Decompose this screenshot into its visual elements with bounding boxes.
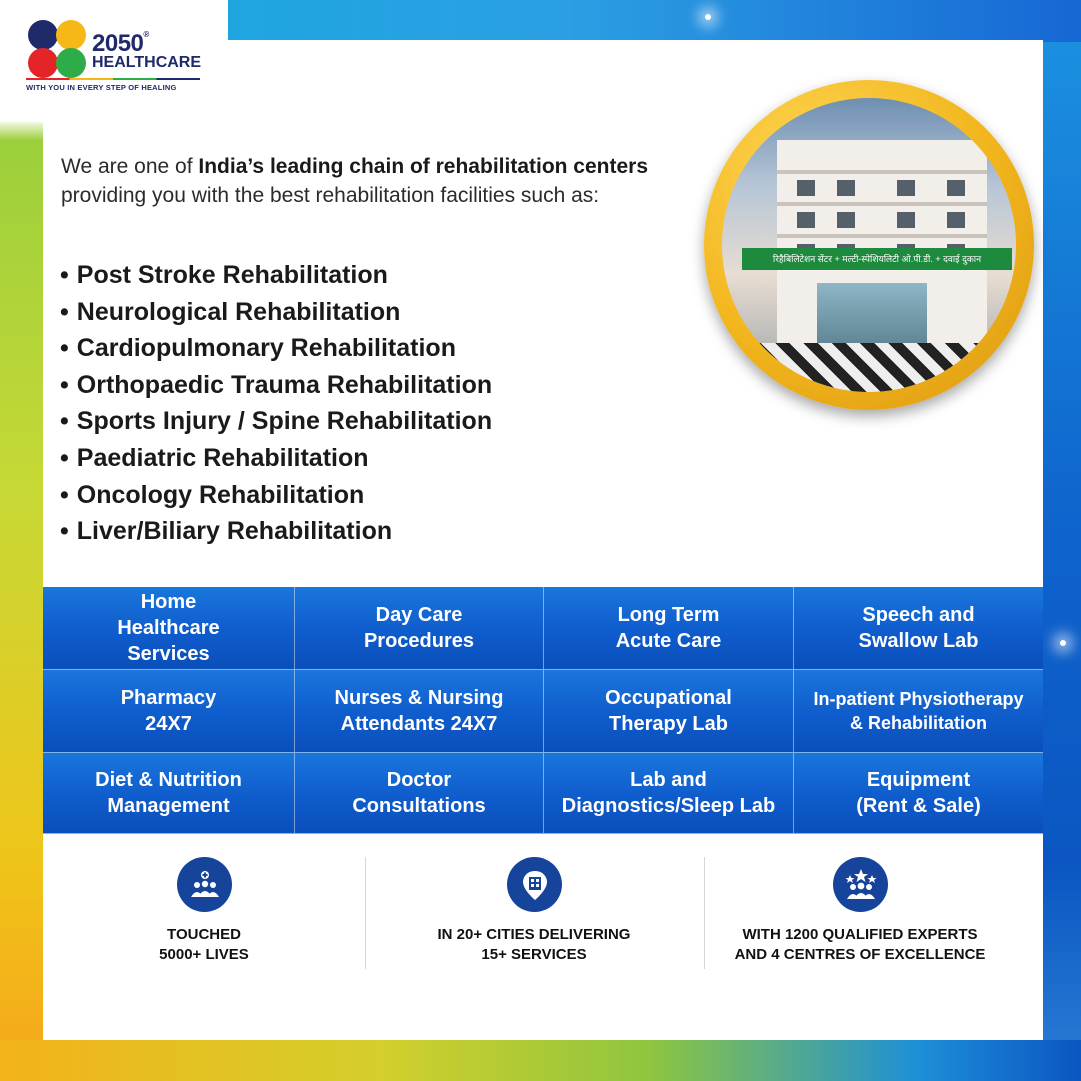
service-cell: Diet & Nutrition Management bbox=[43, 753, 295, 834]
background-right-band bbox=[1043, 0, 1081, 1081]
services-grid bbox=[43, 587, 1043, 834]
service-cell: Long Term Acute Care bbox=[544, 587, 794, 670]
background-left-band bbox=[0, 0, 46, 1081]
service-cell: Nurses & Nursing Attendants 24X7 bbox=[295, 670, 544, 753]
building-photo-frame bbox=[704, 80, 1034, 410]
background-bottom-band bbox=[0, 1040, 1081, 1081]
stats-row bbox=[43, 855, 1043, 970]
service-cell: Day Care Procedures bbox=[295, 587, 544, 670]
stat-text: IN 20+ CITIES DELIVERING 15+ SERVICES bbox=[437, 926, 631, 963]
stat-experts bbox=[699, 855, 1021, 970]
sparkle bbox=[705, 14, 711, 20]
stat-cities bbox=[373, 855, 695, 970]
floor-tiles bbox=[722, 343, 1016, 392]
list-item: • Post Stroke Rehabilitation bbox=[60, 257, 492, 294]
sparkle bbox=[1060, 640, 1066, 646]
building-photo bbox=[722, 98, 1016, 392]
stat-lives bbox=[43, 855, 365, 970]
people-icon bbox=[177, 857, 232, 912]
list-item: • Neurological Rehabilitation bbox=[60, 294, 492, 331]
list-item: • Paediatric Rehabilitation bbox=[60, 440, 492, 477]
service-cell: Pharmacy 24X7 bbox=[43, 670, 295, 753]
location-hospital-icon bbox=[507, 857, 562, 912]
stat-text: WITH 1200 QUALIFIED EXPERTS AND 4 CENTRES OF EXCELLENCE bbox=[734, 926, 986, 963]
logo-name: HEALTHCARE bbox=[92, 54, 202, 71]
experts-stars-icon bbox=[833, 857, 888, 912]
list-item: • Orthopaedic Trauma Rehabilitation bbox=[60, 367, 492, 404]
service-cell: Speech and Swallow Lab bbox=[794, 587, 1043, 670]
intro-text: We are one of India’s leading chain of rehabilitation centers providing you with the best rehabilitation facilities such as: bbox=[61, 155, 649, 207]
service-cell: Home Healthcare Services bbox=[43, 587, 295, 670]
list-item: • Sports Injury / Spine Rehabilitation bbox=[60, 403, 492, 440]
service-cell: In-patient Physiotherapy & Rehabilitation bbox=[794, 670, 1043, 753]
service-cell: Equipment (Rent & Sale) bbox=[794, 753, 1043, 834]
logo-tagline: WITH YOU IN EVERY STEP OF HEALING bbox=[26, 83, 177, 92]
logo bbox=[0, 0, 228, 122]
logo-number: 2050® bbox=[92, 30, 149, 57]
list-item: • Oncology Rehabilitation bbox=[60, 477, 492, 514]
rehab-list bbox=[60, 257, 492, 550]
service-cell: Doctor Consultations bbox=[295, 753, 544, 834]
logo-circles-icon bbox=[28, 20, 88, 80]
list-item: • Cardiopulmonary Rehabilitation bbox=[60, 330, 492, 367]
list-item: • Liver/Biliary Rehabilitation bbox=[60, 513, 492, 550]
stat-text: TOUCHED 5000+ LIVES bbox=[159, 926, 249, 963]
service-cell: Lab and Diagnostics/Sleep Lab bbox=[544, 753, 794, 834]
service-cell: Occupational Therapy Lab bbox=[544, 670, 794, 753]
building-sign: रिहैबिलिटेशन सेंटर + मल्टी-स्पेशियलिटी ओ.पी.डी. + दवाई दुकान bbox=[742, 248, 1012, 270]
background-top-band bbox=[228, 0, 1081, 42]
logo-divider bbox=[26, 78, 200, 80]
stat-divider bbox=[365, 857, 366, 969]
